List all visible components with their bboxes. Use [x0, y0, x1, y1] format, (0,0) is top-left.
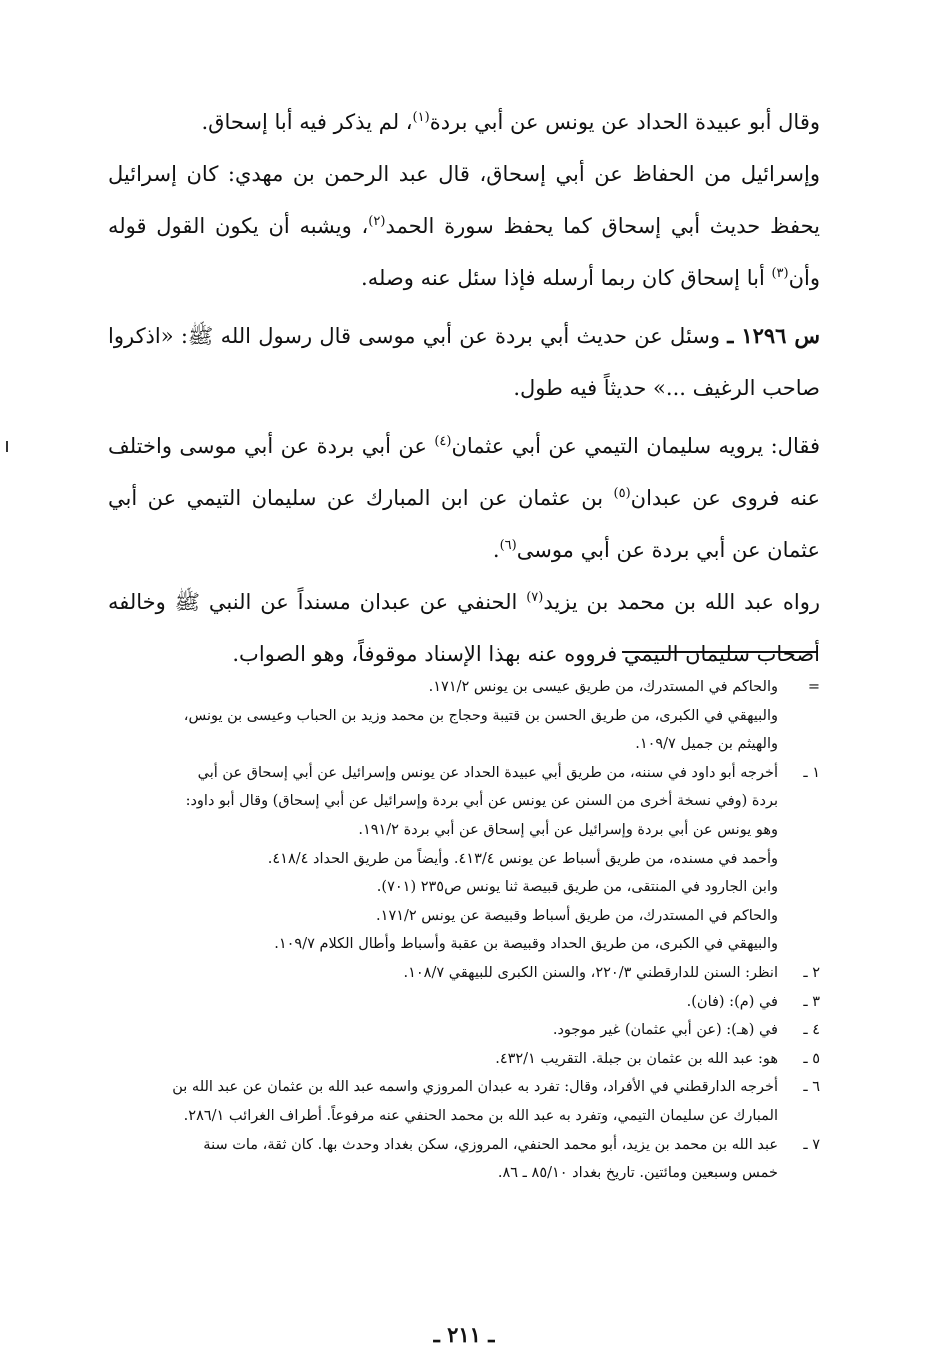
footnote-ref: (٧)	[526, 590, 544, 605]
text-run: أبا إسحاق كان ربما أرسله فإذا سئل عنه وصله.	[361, 266, 772, 290]
text-run: رواه عبد الله بن محمد بن يزيد	[543, 590, 821, 614]
text-run: الحنفي عن عبدان مسنداً عن النبي ﷺ وخالفه أصحاب سليمان التيمي فرووه عنه بهذا الإسناد موقوفاً، وهو الصواب.	[108, 590, 820, 666]
answer-paragraph	[108, 420, 820, 576]
footnote-line: هو: عبد الله بن عثمان بن جبلة. التقريب ٤٣٢/١.	[495, 1050, 778, 1067]
paragraph-1	[108, 96, 820, 148]
text-run: وإسرائيل من الحفاظ عن أبي إسحاق، قال عبد الرحمن بن مهدي: كان إسرائيل يحفظ حديث أبي إسحاق كما يحفظ سورة الحمد	[108, 162, 820, 238]
main-text	[108, 96, 820, 680]
footnote-continued	[108, 673, 820, 759]
footnote-line: وأحمد في مسنده، من طريق أسباط عن يونس ٤١٣/٤. وأيضاً من طريق الحداد ٤١٨/٤.	[267, 850, 778, 867]
footnote-line: والحاكم في المستدرك، من طريق عيسى بن يونس ١٧١/٢.	[428, 679, 778, 695]
footnote-marker: ٥ ـ	[803, 1050, 820, 1067]
footnote-marker: ٧ ـ	[803, 1136, 820, 1153]
footnote-4	[108, 1016, 820, 1045]
footnote-2	[108, 959, 820, 988]
footnote-marker: ١ ـ	[803, 764, 820, 781]
text-run: بن عثمان عن ابن المبارك عن سليمان التيمي عن أبي عثمان عن أبي بردة عن أبي موسى	[108, 486, 820, 562]
footnote-line: في (هـ): (عن أبي عثمان) غير موجود.	[552, 1022, 778, 1039]
footnote-line: عبد الله بن محمد بن يزيد، أبو محمد الحنفي، المروزي، سكن بغداد وحدث بها. كان ثقة، مات سنة	[203, 1136, 778, 1153]
footnote-ref: (١)	[412, 110, 430, 125]
footnote-marker: =	[807, 679, 820, 695]
question-paragraph	[108, 310, 820, 414]
question-text: وسئل عن حديث أبي بردة عن أبي موسى قال رسول الله ﷺ: «اذكروا صاحب الرغيف ...» حديثاً فيه طول.	[108, 324, 820, 400]
footnote-marker: ٢ ـ	[803, 964, 820, 981]
footnote-line: في (م): (فان).	[686, 993, 778, 1010]
footnote-line: انظر: السنن للدارقطني ٢٢٠/٣، والسنن الكبرى للبيهقي ١٠٨/٧.	[403, 964, 778, 981]
footnote-ref: (٢)	[368, 214, 386, 229]
footnote-6	[108, 1073, 820, 1130]
footnote-7	[108, 1131, 820, 1188]
footnote-3	[108, 988, 820, 1017]
footnote-ref: (٥)	[613, 486, 631, 501]
text-run: ، ويشبه أن يكون القول قوله وأن	[108, 214, 820, 290]
question-number: س ١٢٩٦ ـ	[727, 323, 821, 348]
footnote-marker: ٦ ـ	[803, 1079, 820, 1096]
footnote-ref: (٤)	[434, 434, 452, 449]
text-run: وقال أبو عبيدة الحداد عن يونس عن أبي بردة	[429, 110, 820, 134]
text-run: عن أبي بردة عن أبي موسى واختلف عنه فروى عن عبدان	[108, 434, 820, 510]
footnotes	[108, 673, 820, 1188]
footnote-line: أخرجه أبو داود في سننه، من طريق أبي عبيدة الحداد عن يونس وإسرائيل عن أبي إسحاق عن أبي	[197, 764, 778, 781]
footnote-line: بردة (وفي نسخة أخرى من السنن عن يونس عن أبي بردة وإسرائيل عن أبي إسحاق) وقال أبو داود:	[185, 793, 778, 810]
footnote-marker: ٤ ـ	[803, 1022, 820, 1039]
page-number: ـ ٢١١ ـ	[433, 1322, 495, 1347]
margin-mark	[6, 441, 8, 452]
footnote-line: خمس وسبعين ومائتين. تاريخ بغداد ٨٥/١٠ ـ ٨٦.	[497, 1165, 778, 1182]
footnote-ref: (٦)	[499, 538, 517, 553]
footnote-line: وهو يونس عن أبي بردة وإسرائيل عن أبي إسحاق عن أبي بردة ١٩١/٢.	[358, 821, 778, 838]
footnote-marker: ٣ ـ	[803, 993, 820, 1010]
paragraph-2	[108, 148, 820, 304]
footnote-line: المبارك عن سليمان التيمي، وتفرد به عبد الله بن محمد الحنفي عنه مرفوعاً. أطراف الغرائب ٢٨٦/١.	[183, 1107, 778, 1124]
text-run: فقال: يرويه سليمان التيمي عن أبي عثمان	[451, 434, 820, 458]
footnote-ref: (٣)	[771, 266, 789, 281]
footnote-line: والبيهقي في الكبرى، من طريق الحداد وقبيصة بن عقبة وأسباط وأطال الكلام ١٠٩/٧.	[274, 936, 778, 953]
footnote-1	[108, 759, 820, 959]
footnote-line: والحاكم في المستدرك، من طريق أسباط وقبيصة عن يونس ١٧١/٢.	[376, 907, 778, 924]
text-run: ، لم يذكر فيه أبا إسحاق.	[201, 110, 413, 134]
footnote-line: والبيهقي في الكبرى، من طريق الحسن بن قتيبة وحجاج بن محمد وزيد بن الحباب وعيسى بن يونس،	[183, 707, 778, 724]
footnote-line: والهيثم بن جميل ١٠٩/٧.	[635, 736, 778, 753]
footnote-5	[108, 1045, 820, 1074]
footnote-line: أخرجه الدارقطني في الأفراد، وقال: تفرد به عبدان المروزي واسمه عبد الله بن عثمان عن عبد الله بن	[172, 1079, 778, 1096]
footnote-divider	[622, 651, 818, 653]
paragraph-4	[108, 576, 820, 680]
text-run: .	[492, 538, 500, 562]
footnote-line: وابن الجارود في المنتقى، من طريق قبيصة ثنا يونس ص٢٣٥ (٧٠١).	[376, 879, 778, 896]
